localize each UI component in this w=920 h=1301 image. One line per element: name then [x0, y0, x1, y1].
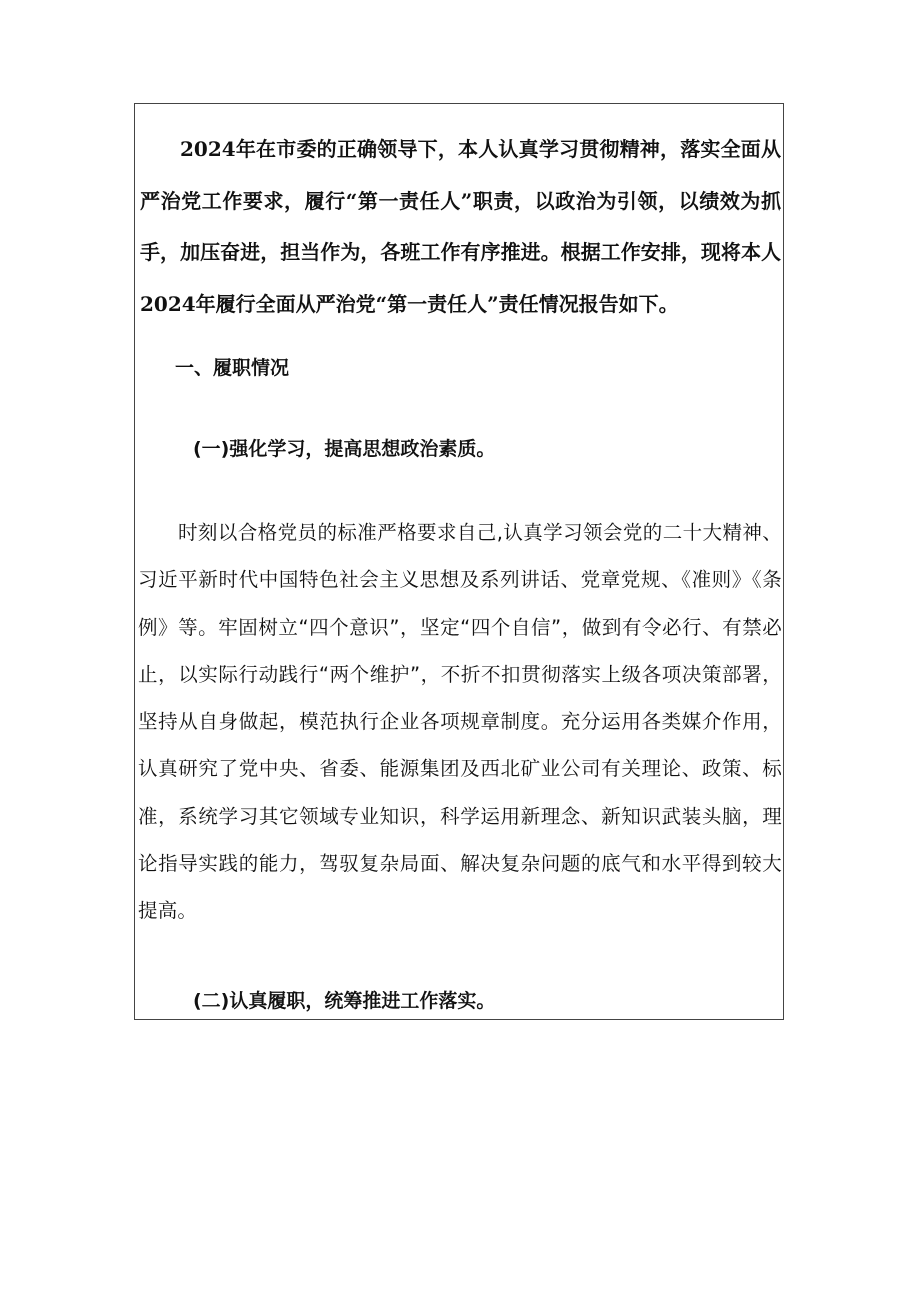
intro-paragraph: 2024年在市委的正确领导下，本人认真学习贯彻精神，落实全面从严治党工作要求，履行“第一责任人”职责，以政治为引领，以绩效为抓手，加压奋进，担当作为，各班工作有序推进。根据工作安排，现将本人2024年履行全面从严治党“第一责任人”责任情况报告如下。 [140, 137, 781, 316]
body-paragraph: 时刻以合格党员的标准严格要求自己,认真学习领会党的二十大精神、习近平新时代中国特色社会主义思想及系列讲话、党章党规、《准则》《条例》等。牢固树立“四个意识”，坚定“四个自信”，做到有令必行、有禁必止，以实际行动践行“两个维护”，不折不扣贯彻落实上级各项决策部署，坚持从自身做起，模范执行企业各项规章制度。充分运用各类媒介作用，认真研究了党中央、省委、能源集团及西北矿业公司有关理论、政策、标准，系统学习其它领域专业知识，科学运用新理念、新知识武装头脑，理论指导实践的能力，驾驭复杂局面、解决复杂问题的底气和水平得到较大提高。 [138, 521, 782, 923]
subsection-heading-1: (一)强化学习，提高思想政治素质。 [193, 438, 496, 460]
subsection-heading-2: (二)认真履职，统筹推进工作落实。 [193, 990, 496, 1012]
document-frame [134, 103, 784, 1020]
section-heading: 一、履职情况 [175, 357, 290, 379]
